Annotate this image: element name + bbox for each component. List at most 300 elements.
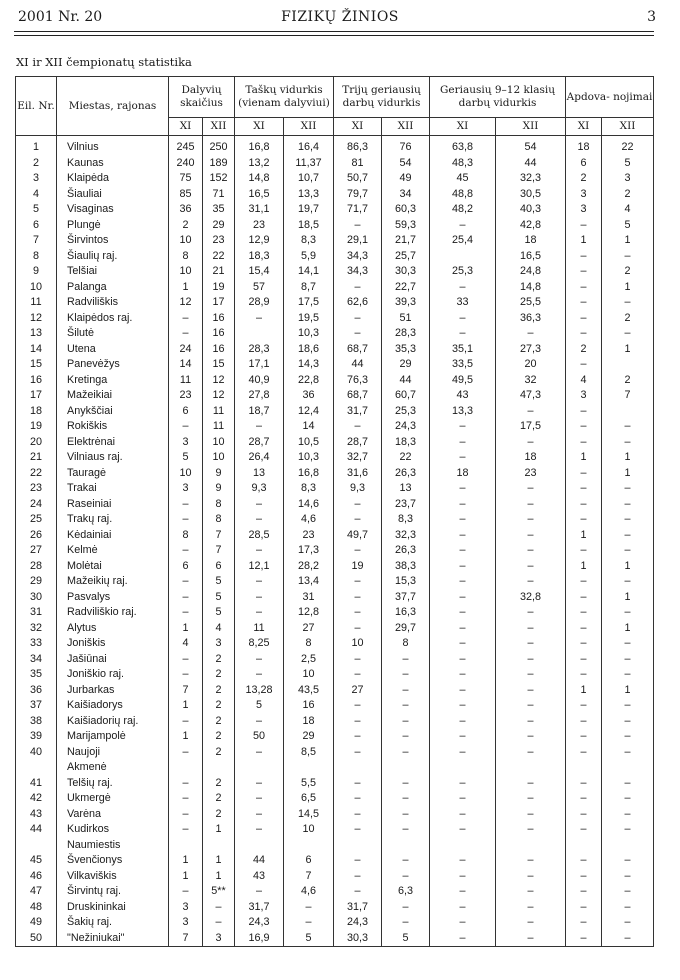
best3-xi-cell: 81	[334, 156, 382, 172]
row-number-cell: 10	[16, 280, 57, 296]
awards-xi-cell: –	[566, 466, 602, 482]
points-xi-cell: 14,8	[235, 171, 284, 187]
points-xi-cell	[235, 326, 284, 342]
points-xii-cell: 8,3	[284, 481, 334, 497]
participants-xi-cell: 6	[169, 404, 203, 420]
awards-xi-cell: 18	[566, 136, 602, 156]
best912-xi-cell: –	[430, 636, 496, 652]
row-number-cell: 49	[16, 915, 57, 931]
row-number-cell: 33	[16, 636, 57, 652]
awards-xi-cell: –	[566, 574, 602, 590]
awards-xii-cell: 7	[602, 388, 654, 404]
best912-xi-cell: –	[430, 683, 496, 699]
best912-xi-cell: –	[430, 729, 496, 745]
participants-xii-cell: 11	[203, 404, 235, 420]
best912-xi-cell: –	[430, 900, 496, 916]
best912-xii-cell: –	[496, 621, 566, 637]
best3-xii-cell: 35,3	[382, 342, 430, 358]
city-name-cell: Šiaulių raj.	[57, 249, 169, 265]
best912-xi-cell: –	[430, 450, 496, 466]
awards-xii-cell: –	[602, 512, 654, 528]
participants-xii-cell: 11	[203, 419, 235, 435]
best3-xi-cell: 68,7	[334, 388, 382, 404]
participants-xii-cell: –	[203, 915, 235, 931]
best912-xii-cell: –	[496, 822, 566, 838]
best3-xii-cell: 28,3	[382, 326, 430, 342]
row-number-cell: 34	[16, 652, 57, 668]
awards-xii-cell: 1	[602, 683, 654, 699]
awards-xii-cell: –	[602, 419, 654, 435]
awards-xi-cell: –	[566, 667, 602, 683]
best3-xii-cell: 26,3	[382, 466, 430, 482]
row-number-cell: 40	[16, 745, 57, 761]
awards-xii-cell: –	[602, 729, 654, 745]
best912-xii-cell: –	[496, 435, 566, 451]
points-xi-cell: 24,3	[235, 915, 284, 931]
best3-xi-cell	[334, 760, 382, 776]
best3-xii-cell: 39,3	[382, 295, 430, 311]
city-name-cell: Klaipėda	[57, 171, 169, 187]
points-xi-cell: 13,28	[235, 683, 284, 699]
city-name-cell: Alytus	[57, 621, 169, 637]
city-name-cell: Šiauliai	[57, 187, 169, 203]
best3-xii-cell: –	[382, 807, 430, 823]
city-name-cell: Druskininkai	[57, 900, 169, 916]
best3-xii-cell: 15,3	[382, 574, 430, 590]
row-number-cell: 19	[16, 419, 57, 435]
awards-xi-cell: –	[566, 512, 602, 528]
awards-xi-cell: –	[566, 915, 602, 931]
best912-xi-cell: –	[430, 853, 496, 869]
best912-xi-cell: 18	[430, 466, 496, 482]
points-xii-cell	[284, 760, 334, 776]
best3-xii-cell: 59,3	[382, 218, 430, 234]
row-number-cell: 32	[16, 621, 57, 637]
best912-xii-cell: 18	[496, 450, 566, 466]
best3-xi-cell: 34,3	[334, 264, 382, 280]
row-number-cell	[16, 838, 57, 854]
awards-xi-cell: –	[566, 419, 602, 435]
participants-xii-cell: 35	[203, 202, 235, 218]
awards-xii-cell: 1	[602, 450, 654, 466]
table-row	[16, 136, 654, 156]
awards-xii-cell	[602, 838, 654, 854]
best912-xii-cell: 20	[496, 357, 566, 373]
participants-xi-cell: 10	[169, 264, 203, 280]
participants-xi-cell: 1	[169, 280, 203, 296]
best912-xi-cell: –	[430, 714, 496, 730]
awards-xii-cell	[602, 357, 654, 373]
awards-xii-cell: –	[602, 295, 654, 311]
city-name-cell: Plungė	[57, 218, 169, 234]
points-xii-cell: 43,5	[284, 683, 334, 699]
best3-xi-cell: –	[334, 853, 382, 869]
best912-xi-cell: –	[430, 791, 496, 807]
awards-xi-cell: –	[566, 605, 602, 621]
table-row	[16, 450, 654, 466]
best912-xii-cell: –	[496, 528, 566, 544]
awards-xii-cell: –	[602, 326, 654, 342]
awards-xi-cell: –	[566, 636, 602, 652]
best912-xii-cell: 47,3	[496, 388, 566, 404]
participants-xi-cell: –	[169, 667, 203, 683]
best912-xi-cell: –	[430, 698, 496, 714]
points-xii-cell: 12,4	[284, 404, 334, 420]
header-awards: Apdova- nojimai	[566, 77, 654, 118]
points-xi-cell: 26,4	[235, 450, 284, 466]
points-xii-cell: –	[284, 900, 334, 916]
participants-xii-cell: 2	[203, 652, 235, 668]
best3-xi-cell: –	[334, 822, 382, 838]
table-row	[16, 714, 654, 730]
best3-xi-cell: –	[334, 512, 382, 528]
row-number-cell: 26	[16, 528, 57, 544]
participants-xi-cell: 24	[169, 342, 203, 358]
best912-xii-cell: –	[496, 900, 566, 916]
header-points: Taškų vidurkis (vienam dalyviui)	[235, 77, 334, 118]
city-name-cell: Naumiestis	[57, 838, 169, 854]
best912-xii-cell: 32	[496, 373, 566, 389]
participants-xi-cell: 1	[169, 869, 203, 885]
participants-xi-cell: –	[169, 791, 203, 807]
points-xii-cell: 14,6	[284, 497, 334, 513]
issue-number: 2001 Nr. 20	[18, 9, 103, 25]
points-xii-cell: 10,7	[284, 171, 334, 187]
city-name-cell: Kaišiadorys	[57, 698, 169, 714]
best912-xii-cell: –	[496, 636, 566, 652]
participants-xii-cell: 189	[203, 156, 235, 172]
city-name-cell: Anykščiai	[57, 404, 169, 420]
points-xi-cell: 15,4	[235, 264, 284, 280]
best912-xi-cell: –	[430, 807, 496, 823]
subheader-xi: XI	[430, 118, 496, 136]
best3-xi-cell: 10	[334, 636, 382, 652]
row-number-cell: 31	[16, 605, 57, 621]
best3-xii-cell: 49	[382, 171, 430, 187]
best912-xii-cell: –	[496, 683, 566, 699]
city-name-cell: Kėdainiai	[57, 528, 169, 544]
best3-xi-cell: –	[334, 729, 382, 745]
points-xi-cell: –	[235, 667, 284, 683]
table-row	[16, 590, 654, 606]
city-name-cell: Pasvalys	[57, 590, 169, 606]
table-row	[16, 264, 654, 280]
table-row	[16, 807, 654, 823]
points-xii-cell: –	[284, 915, 334, 931]
best912-xii-cell: –	[496, 559, 566, 575]
points-xi-cell: –	[235, 884, 284, 900]
participants-xi-cell: –	[169, 326, 203, 342]
participants-xii-cell: 2	[203, 745, 235, 761]
participants-xii-cell: 29	[203, 218, 235, 234]
best3-xi-cell: –	[334, 869, 382, 885]
points-xii-cell: 36	[284, 388, 334, 404]
city-name-cell: Jurbarkas	[57, 683, 169, 699]
row-number-cell: 21	[16, 450, 57, 466]
participants-xii-cell: 21	[203, 264, 235, 280]
best3-xi-cell: –	[334, 326, 382, 342]
points-xi-cell: –	[235, 419, 284, 435]
points-xii-cell: 8	[284, 636, 334, 652]
row-number-cell: 24	[16, 497, 57, 513]
points-xi-cell: 5	[235, 698, 284, 714]
participants-xii-cell: 23	[203, 233, 235, 249]
participants-xii-cell: 2	[203, 683, 235, 699]
best912-xi-cell: –	[430, 745, 496, 761]
awards-xi-cell: –	[566, 326, 602, 342]
awards-xi-cell: 2	[566, 171, 602, 187]
best3-xii-cell: –	[382, 791, 430, 807]
participants-xi-cell: –	[169, 807, 203, 823]
best912-xi-cell: –	[430, 326, 496, 342]
best3-xi-cell: 68,7	[334, 342, 382, 358]
best3-xi-cell: 79,7	[334, 187, 382, 203]
subheader-xi: XI	[169, 118, 203, 136]
participants-xii-cell: 5	[203, 590, 235, 606]
best912-xii-cell: –	[496, 915, 566, 931]
points-xi-cell: –	[235, 497, 284, 513]
best3-xi-cell: 19	[334, 559, 382, 575]
awards-xi-cell: –	[566, 621, 602, 637]
awards-xi-cell: 2	[566, 342, 602, 358]
best912-xi-cell: –	[430, 652, 496, 668]
best912-xii-cell: –	[496, 869, 566, 885]
points-xii-cell: 6,5	[284, 791, 334, 807]
best912-xii-cell: 16,5	[496, 249, 566, 265]
awards-xi-cell: –	[566, 264, 602, 280]
points-xi-cell: 28,7	[235, 435, 284, 451]
points-xii-cell: 10	[284, 822, 334, 838]
table-row	[16, 931, 654, 947]
best912-xii-cell: –	[496, 931, 566, 947]
points-xi-cell	[235, 760, 284, 776]
row-number-cell: 47	[16, 884, 57, 900]
participants-xii-cell: 9	[203, 466, 235, 482]
best912-xii-cell: –	[496, 512, 566, 528]
row-number-cell: 29	[16, 574, 57, 590]
points-xii-cell: 8,3	[284, 233, 334, 249]
best912-xii-cell: –	[496, 729, 566, 745]
awards-xii-cell: –	[602, 574, 654, 590]
table-row	[16, 187, 654, 203]
city-name-cell: Palanga	[57, 280, 169, 296]
awards-xii-cell: 1	[602, 590, 654, 606]
table-row	[16, 171, 654, 187]
points-xii-cell: 22,8	[284, 373, 334, 389]
best3-xii-cell: 29	[382, 357, 430, 373]
participants-xi-cell: 75	[169, 171, 203, 187]
participants-xii-cell: 22	[203, 249, 235, 265]
participants-xi-cell: –	[169, 605, 203, 621]
best3-xii-cell: 6,3	[382, 884, 430, 900]
participants-xii-cell: 9	[203, 481, 235, 497]
participants-xi-cell: 5	[169, 450, 203, 466]
best912-xi-cell: –	[430, 497, 496, 513]
participants-xi-cell: 7	[169, 683, 203, 699]
best3-xi-cell: –	[334, 807, 382, 823]
best912-xii-cell: 23	[496, 466, 566, 482]
best3-xi-cell: –	[334, 652, 382, 668]
awards-xi-cell: –	[566, 776, 602, 792]
best912-xi-cell: –	[430, 822, 496, 838]
points-xii-cell: 4,6	[284, 512, 334, 528]
best912-xi-cell: –	[430, 481, 496, 497]
best3-xi-cell: 28,7	[334, 435, 382, 451]
best3-xii-cell: 34	[382, 187, 430, 203]
row-number-cell: 41	[16, 776, 57, 792]
participants-xii-cell: 3	[203, 636, 235, 652]
best3-xi-cell: –	[334, 791, 382, 807]
best3-xii-cell	[382, 760, 430, 776]
points-xi-cell: –	[235, 822, 284, 838]
best3-xii-cell: 44	[382, 373, 430, 389]
points-xi-cell	[235, 838, 284, 854]
table-caption: XI ir XII čempionatų statistika	[16, 55, 192, 69]
participants-xi-cell: 245	[169, 136, 203, 156]
best912-xi-cell: –	[430, 574, 496, 590]
points-xii-cell: 5,5	[284, 776, 334, 792]
best3-xi-cell: –	[334, 776, 382, 792]
points-xi-cell: 28,5	[235, 528, 284, 544]
table-row	[16, 295, 654, 311]
points-xii-cell: 6	[284, 853, 334, 869]
table-row	[16, 388, 654, 404]
participants-xii-cell: 2	[203, 698, 235, 714]
city-name-cell: Mažeikiai	[57, 388, 169, 404]
awards-xi-cell: –	[566, 931, 602, 947]
city-name-cell: Vilniaus raj.	[57, 450, 169, 466]
points-xi-cell: 13	[235, 466, 284, 482]
best912-xii-cell	[496, 760, 566, 776]
points-xi-cell: 28,3	[235, 342, 284, 358]
points-xii-cell: 10,5	[284, 435, 334, 451]
best3-xii-cell: 25,3	[382, 404, 430, 420]
participants-xi-cell: –	[169, 574, 203, 590]
table-row	[16, 636, 654, 652]
awards-xii-cell: –	[602, 900, 654, 916]
city-name-cell: Šilutė	[57, 326, 169, 342]
best3-xi-cell: 24,3	[334, 915, 382, 931]
participants-xii-cell: 2	[203, 714, 235, 730]
participants-xi-cell: 240	[169, 156, 203, 172]
awards-xi-cell	[566, 760, 602, 776]
participants-xi-cell: 1	[169, 729, 203, 745]
points-xi-cell: –	[235, 311, 284, 327]
participants-xi-cell: –	[169, 714, 203, 730]
points-xi-cell: –	[235, 512, 284, 528]
city-name-cell: Mažeikių raj.	[57, 574, 169, 590]
best912-xii-cell: 32,3	[496, 171, 566, 187]
city-name-cell: Kaunas	[57, 156, 169, 172]
best912-xi-cell: –	[430, 543, 496, 559]
awards-xii-cell: 1	[602, 233, 654, 249]
awards-xii-cell: 5	[602, 156, 654, 172]
participants-xii-cell: 2	[203, 729, 235, 745]
table-row	[16, 683, 654, 699]
points-xi-cell: –	[235, 590, 284, 606]
points-xi-cell: 11	[235, 621, 284, 637]
best912-xi-cell: –	[430, 590, 496, 606]
participants-xii-cell	[203, 838, 235, 854]
best912-xi-cell: –	[430, 621, 496, 637]
row-number-cell: 50	[16, 931, 57, 947]
best3-xii-cell: 38,3	[382, 559, 430, 575]
awards-xii-cell	[602, 760, 654, 776]
table-row	[16, 729, 654, 745]
city-name-cell: Vilkaviškis	[57, 869, 169, 885]
row-number-cell: 17	[16, 388, 57, 404]
table-row	[16, 698, 654, 714]
table-row	[16, 559, 654, 575]
best912-xi-cell: 49,5	[430, 373, 496, 389]
best912-xi-cell: 63,8	[430, 136, 496, 156]
subheader-xii: XII	[203, 118, 235, 136]
points-xii-cell: 18	[284, 714, 334, 730]
table-row	[16, 156, 654, 172]
journal-title: FIZIKŲ ŽINIOS	[281, 9, 399, 25]
points-xii-cell: 16	[284, 698, 334, 714]
awards-xii-cell: 4	[602, 202, 654, 218]
best912-xii-cell: –	[496, 853, 566, 869]
best912-xi-cell: 48,8	[430, 187, 496, 203]
points-xi-cell: 50	[235, 729, 284, 745]
awards-xi-cell: –	[566, 745, 602, 761]
awards-xii-cell	[602, 404, 654, 420]
best912-xii-cell	[496, 838, 566, 854]
table-row	[16, 884, 654, 900]
best912-xii-cell: –	[496, 776, 566, 792]
best912-xi-cell: –	[430, 280, 496, 296]
participants-xi-cell: 12	[169, 295, 203, 311]
awards-xi-cell: –	[566, 543, 602, 559]
points-xii-cell: 4,6	[284, 884, 334, 900]
best3-xi-cell: –	[334, 574, 382, 590]
best3-xii-cell: –	[382, 714, 430, 730]
participants-xii-cell	[203, 760, 235, 776]
city-name-cell: Raseiniai	[57, 497, 169, 513]
best3-xii-cell: 22,7	[382, 280, 430, 296]
awards-xi-cell: –	[566, 481, 602, 497]
row-number-cell: 44	[16, 822, 57, 838]
best912-xii-cell: 36,3	[496, 311, 566, 327]
best912-xii-cell: –	[496, 326, 566, 342]
participants-xii-cell: 1	[203, 869, 235, 885]
points-xii-cell: 2,5	[284, 652, 334, 668]
best3-xii-cell: 23,7	[382, 497, 430, 513]
table-row	[16, 342, 654, 358]
best3-xi-cell: –	[334, 884, 382, 900]
best3-xii-cell: –	[382, 729, 430, 745]
participants-xii-cell: 15	[203, 357, 235, 373]
city-name-cell: Joniškio raj.	[57, 667, 169, 683]
row-number-cell: 8	[16, 249, 57, 265]
best3-xi-cell: 30,3	[334, 931, 382, 947]
awards-xi-cell: –	[566, 791, 602, 807]
table-row	[16, 900, 654, 916]
table-row	[16, 667, 654, 683]
table-row	[16, 497, 654, 513]
best912-xi-cell: –	[430, 528, 496, 544]
header-nr: Eil. Nr.	[16, 77, 57, 136]
best912-xii-cell: –	[496, 652, 566, 668]
best912-xii-cell: –	[496, 884, 566, 900]
best3-xii-cell: –	[382, 853, 430, 869]
best912-xii-cell: –	[496, 807, 566, 823]
table-row	[16, 373, 654, 389]
points-xi-cell: 18,3	[235, 249, 284, 265]
points-xii-cell: 7	[284, 869, 334, 885]
awards-xii-cell: 2	[602, 187, 654, 203]
